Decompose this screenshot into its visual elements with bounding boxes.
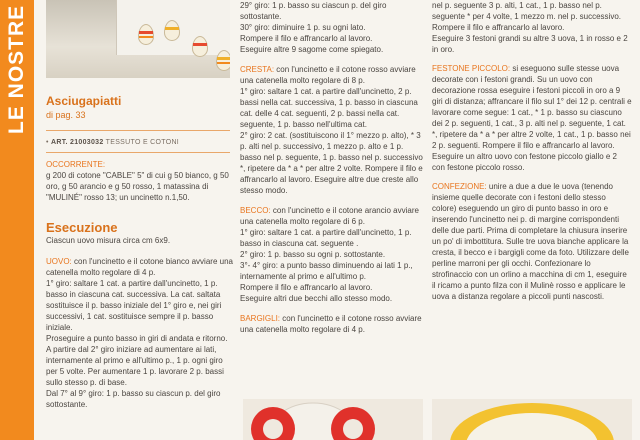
paragraph: Eseguire altre 9 sagome come spiegato. [240, 45, 384, 54]
paragraph: con l'uncinetto e il cotone rosso avviare una catenella molto regolare di 8 p. [240, 65, 416, 85]
egg-icon [138, 24, 154, 45]
paragraph: con l'uncinetto e il cotone bianco avviare una catenella molto regolare di 4 p. [46, 257, 233, 277]
column-1 [46, 235, 234, 410]
column-2 [240, 0, 424, 335]
paragraph: Dal 7° al 9° giro: 1 p. basso su ciascun p. del giro sottostante. [46, 389, 221, 409]
article-code-line: • ART. 21003032 TESSUTO E COTONI [46, 139, 180, 146]
paragraph: 3°- 4° giro: a punto basso diminuendo ai lati 1 p., internamente al primo e all'ultimo p. [240, 261, 413, 281]
paragraph-keyword: BARGIGLI: [240, 314, 281, 323]
paragraph: 29° giro: 1 p. basso su ciascun p. del giro sottostante. [240, 1, 387, 21]
divider [46, 152, 230, 153]
paragraph: 1° giro: saltare 1 cat. a partire dall'uncinetto, 2 p. bassi nella cat. successiva, 1 p. basso in ciascuna cat. delle 4 cat. seguenti, 2 p. bassi nella cat. seguente, 1 p. basso nell'ultima cat. [240, 87, 418, 129]
paragraph: Rompere il filo e affrancarlo al lavoro. [240, 283, 373, 292]
paragraph-keyword: BECCO: [240, 206, 271, 215]
paragraph: Rompere il filo e affrancarlo al lavoro. [240, 34, 373, 43]
product-photo [46, 0, 230, 78]
materials-label: OCCORRENTE: [46, 160, 106, 169]
paragraph-keyword: UOVO: [46, 257, 72, 266]
section-band [0, 0, 34, 440]
paragraph: Proseguire a punto basso in giri di andata e ritorno. A partire dal 2° giro iniziare ad aumentare ai lati, internamente al primo e all'ultimo p., 1 p. ogni giro per 5 volte. Per aumentare 1 p. lavorare 2 p. bassi sullo stesso p. di base. [46, 334, 228, 387]
egg-icon [192, 36, 208, 57]
paragraph-keyword: FESTONE PICCOLO: [432, 64, 511, 73]
crochet-photo-yellow [432, 399, 632, 440]
paragraph: 1° giro: saltare 1 cat. a partire dall'uncinetto, 1 p. basso in ciascuna cat. successiva. La cat. saltata sostituisce il p. basso iniziale del 1° giro e, nei giri successivi, 1 cat. sostituisce sempre il p. basso iniziale. [46, 279, 222, 332]
crochet-photo-red [243, 399, 423, 440]
paragraph: Eseguire altri due becchi allo stesso modo. [240, 294, 393, 303]
paragraph: Eseguire un altro uovo con festone piccolo giallo e 2 con festone piccolo rosso. [432, 152, 618, 172]
section-band-label: LE NOSTRE [5, 4, 28, 134]
paragraph: con l'uncinetto e il cotone arancio avviare una catenella molto regolare di 6 p. [240, 206, 419, 226]
paragraph: unire a due a due le uova (tenendo insieme quelle decorate con i festoni dello stesso colore) eseguendo un giro di punto basso in oro e inserendo l'uncinetto nei p. di margine corrispondenti delle due parti. Prima di completare la chiusura inserire un po' di imbottitura. Sulle tre uova bianche applicare la cresta, il becco e i bargigli come da foto. Utilizzare delle perline marroni per gli occhi. Confezionare lo strofinaccio con un orlino a macchina di cm 1, eseguire il ricamo a punto filza con il Mulinè rosso e applicare le uova a distanza regolare a piccoli punti nascosti. [432, 182, 629, 301]
egg-icon [164, 20, 180, 41]
paragraph: nel p. seguente 3 p. alti, 1 cat., 1 p. basso nel p. seguente * per 4 volte, 1 mezzo m. nel p. successivo. Rompere il filo e affrancarlo al lavoro. [432, 1, 621, 32]
paragraph: Eseguire 3 festoni grandi su altre 3 uova, 1 in rosso e 2 in oro. [432, 34, 628, 54]
article-title: Asciugapiatti [46, 94, 122, 108]
paragraph: 2° giro: 2 cat. (sostituiscono il 1° mezzo p. alto), * 3 p. alti nel p. successivo, 1 mezzo p. alto e 1 p. basso nel p. seguente, 1 p. basso nel p. successivo *, ripetere da * a * per altre 2 volte. Rompere il filo e affrancarlo al lavoro. Eseguire altre due creste allo stesso modo. [240, 131, 423, 195]
paragraph: con l'uncinetto e il cotone rosso avviare una catenella molto regolare di 4 p. [240, 314, 422, 334]
egg-icon [216, 50, 230, 71]
paragraph-keyword: CONFEZIONE: [432, 182, 487, 191]
materials-text: g 200 di cotone "CABLE" 5" di cui g 50 bianco, g 50 oro, g 50 arancio e g 50 rosso, 1 matassina di "MULINÉ" rosso 13; un uncinetto n.1,50. [46, 171, 229, 202]
materials-block [46, 159, 230, 203]
article-category: TESSUTO E COTONI [105, 139, 180, 146]
paragraph-keyword: CRESTA: [240, 65, 275, 74]
page-reference: di pag. 33 [46, 110, 86, 120]
paragraph: 2° giro: 1 p. basso su ogni p. sottostante. [240, 250, 386, 259]
paragraph: 30° giro: diminuire 1 p. su ogni lato. [240, 23, 366, 32]
paragraph: Ciascun uovo misura circa cm 6x9. [46, 236, 171, 245]
section-heading: Esecuzione [46, 220, 118, 235]
article-code: ART. 21003032 [51, 139, 104, 146]
paragraph: si eseguono sulle stesse uova decorate con i festoni grandi. Su un uovo con decorazione rossa eseguire i festoni piccoli in oro a 9 giri di distanza; affrancare il filo sul 1° dei 12 p. centrali e lavorare come segue: 1 cat., * 1 p. basso su ciascuno dei 2 p. seguenti, 1 cat., 3 p. alti nel p. seguente, 1 cat. *, ripetere da * a * per altre 2 volte, 1 cat., 1 p. basso nei 2 p. seguenti. Rompere il filo e affrancarlo al lavoro. [432, 64, 632, 150]
divider [46, 130, 230, 131]
column-3 [432, 0, 632, 302]
paragraph: 1° giro: saltare 1 cat. a partire dall'uncinetto, 1 p. basso in ciascuna cat. seguente . [240, 228, 412, 248]
